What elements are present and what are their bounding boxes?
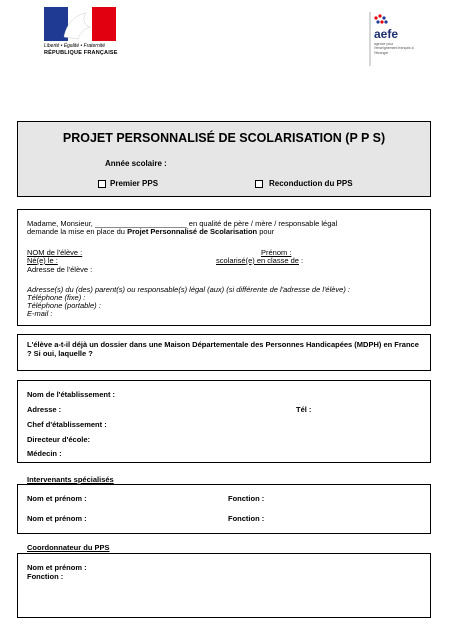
birth-date-field[interactable]: Né(e) le : bbox=[27, 256, 58, 265]
school-address-field[interactable]: Adresse : bbox=[27, 405, 62, 414]
coordinator-function-field[interactable]: Fonction : bbox=[27, 572, 64, 581]
coordinator-name-field[interactable]: Nom et prénom : bbox=[27, 563, 87, 572]
specialist1-name-field[interactable]: Nom et prénom : bbox=[27, 494, 87, 503]
student-firstname-field[interactable]: Prénom : bbox=[261, 248, 292, 257]
school-year-label: Année scolaire : bbox=[105, 159, 167, 168]
request-pps: Projet Personnalisé de Scolarisation bbox=[127, 227, 258, 236]
specialist2-name-field[interactable]: Nom et prénom : bbox=[27, 514, 87, 523]
mdph-question: L'élève a-t-il déjà un dossier dans une Maison Départementale des Personnes Handicapées (MDPH) en France ? Si oui, laquelle ? bbox=[27, 340, 419, 358]
coordinator-section bbox=[17, 553, 431, 618]
page-title: PROJET PERSONNALISÉ DE SCOLARISATION (P P S) bbox=[62, 131, 386, 145]
phone-fixed-field[interactable]: Téléphone (fixe) : bbox=[27, 293, 86, 302]
school-name-field[interactable]: Nom de l'établissement : bbox=[27, 390, 116, 399]
student-address-field[interactable]: Adresse de l'élève : bbox=[27, 265, 93, 274]
phone-mobile-field[interactable]: Téléphone (portable) : bbox=[27, 301, 101, 310]
parent-request-line bbox=[27, 227, 274, 236]
request-prefix: demande la mise en place du bbox=[27, 227, 125, 236]
aefe-subtitle: agence pour l'enseignement français à l'étranger bbox=[374, 42, 414, 55]
aefe-name: aefe bbox=[374, 27, 399, 41]
director-field[interactable]: Directeur d'école: bbox=[27, 435, 91, 444]
student-name-field[interactable]: NOM de l'élève : bbox=[27, 248, 83, 257]
first-pps-label: Premier PPS bbox=[110, 179, 159, 188]
class-field[interactable]: scolarisé(e) en classe de : bbox=[216, 256, 304, 265]
email-field[interactable]: E-mail : bbox=[27, 309, 53, 318]
school-phone-field[interactable]: Tél : bbox=[296, 405, 312, 414]
request-suffix: pour bbox=[259, 227, 275, 236]
parents-address-field[interactable]: Adresse(s) du (des) parent(s) ou responsable(s) légal (aux) (si différente de l'adresse de l'élève) : bbox=[27, 285, 351, 294]
class-label: scolarisé(e) en classe de bbox=[216, 256, 299, 265]
marianne-logo bbox=[44, 7, 116, 41]
specialists-heading: Intervenants spécialisés bbox=[27, 475, 114, 484]
first-pps-checkbox[interactable] bbox=[98, 180, 106, 188]
specialist1-function-field[interactable]: Fonction : bbox=[228, 494, 265, 503]
rf-motto: Liberté • Égalité • Fraternité bbox=[44, 43, 106, 49]
specialists-section bbox=[17, 484, 431, 534]
renewal-pps-label: Reconduction du PPS bbox=[269, 179, 353, 188]
head-field[interactable]: Chef d'établissement : bbox=[27, 420, 107, 429]
rf-name: RÉPUBLIQUE FRANÇAISE bbox=[44, 50, 118, 56]
parent-intro-line: Madame, Monsieur, ______________________ en qualité de père / mère / responsable légal bbox=[27, 219, 338, 228]
mdph-section bbox=[17, 334, 431, 371]
school-section bbox=[17, 380, 431, 463]
coordinator-heading: Coordonnateur du PPS bbox=[27, 543, 110, 552]
doctor-field[interactable]: Médecin : bbox=[27, 449, 62, 458]
parent-request-section bbox=[17, 209, 431, 326]
specialist2-function-field[interactable]: Fonction : bbox=[228, 514, 265, 523]
title-section bbox=[17, 121, 431, 197]
renewal-pps-checkbox[interactable] bbox=[255, 180, 263, 188]
